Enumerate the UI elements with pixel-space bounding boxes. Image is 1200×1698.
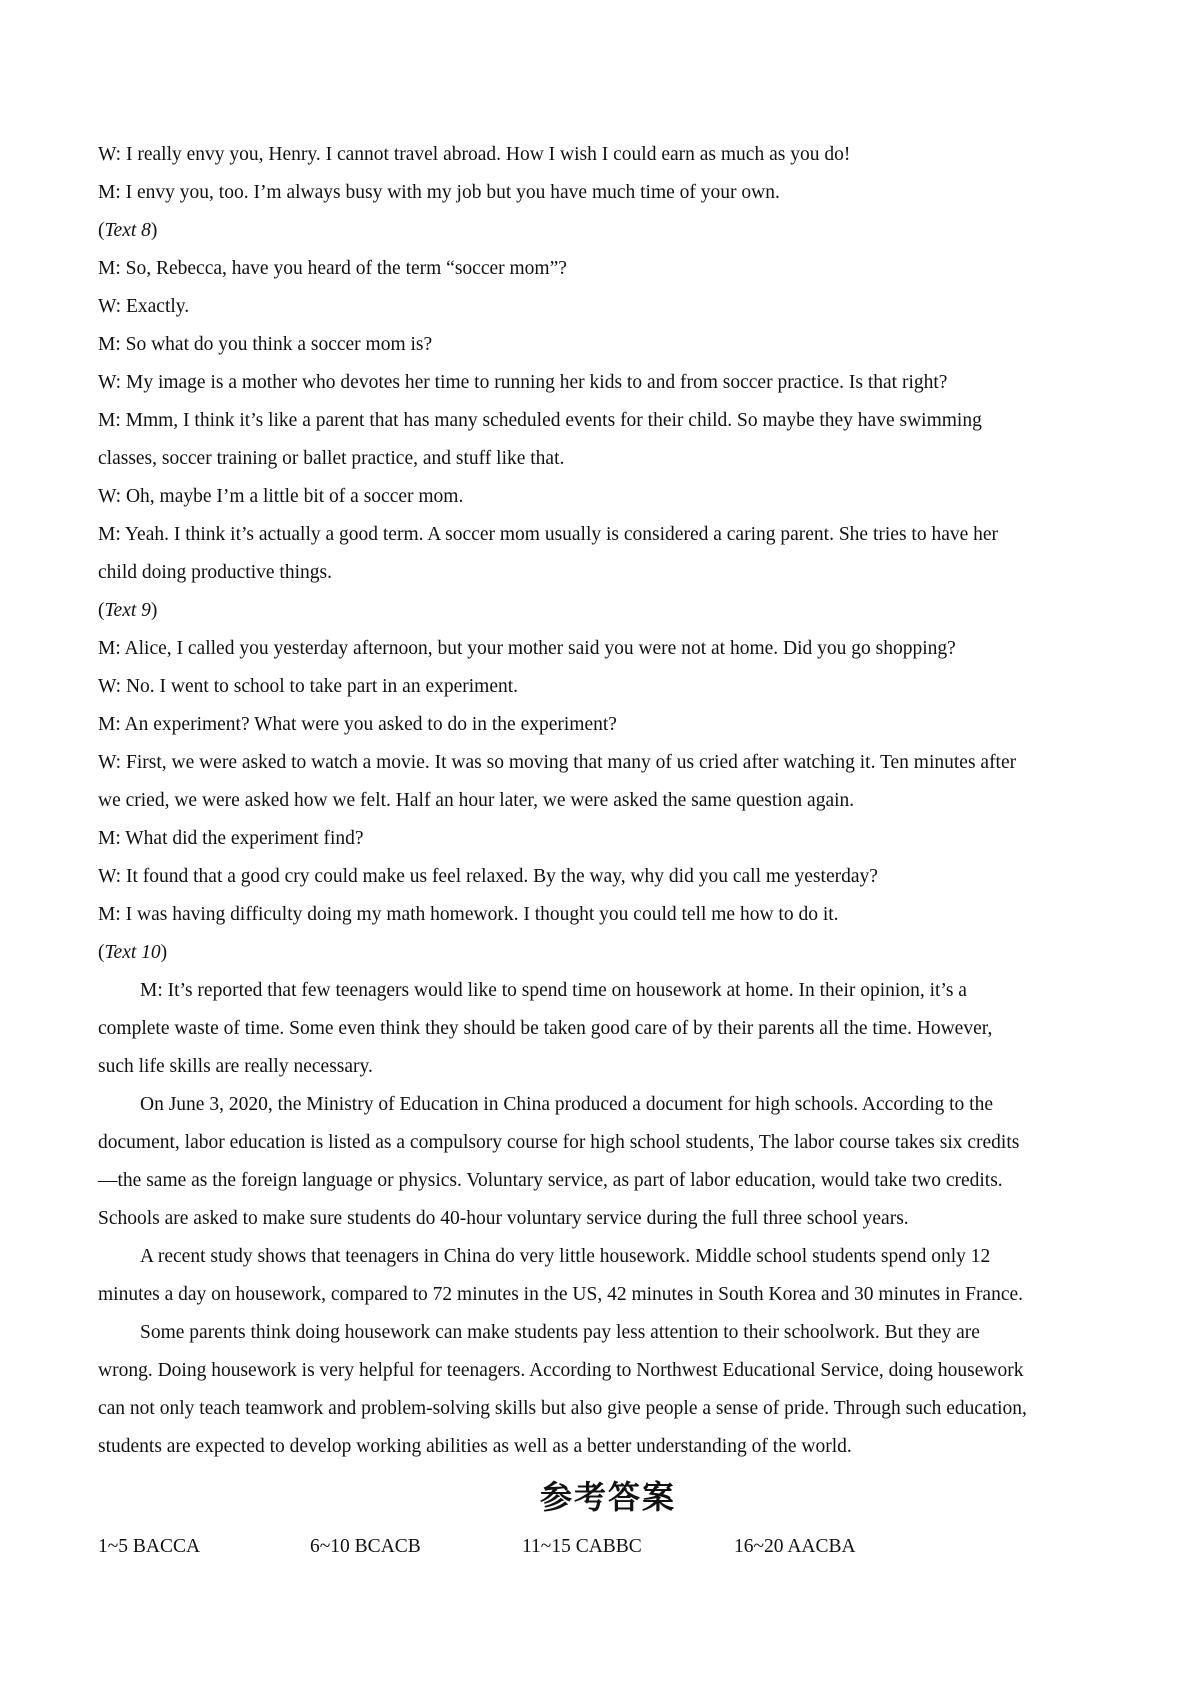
paragraph-line: Some parents think doing housework can make students pay less attention to their schoolwork. But they are bbox=[140, 1322, 980, 1343]
paragraph-line: minutes a day on housework, compared to 72 minutes in the US, 42 minutes in South Korea and 30 minutes in France. bbox=[98, 1284, 1024, 1305]
transcript-line: M: I was having difficulty doing my math homework. I thought you could tell me how to do it. bbox=[98, 904, 839, 925]
paragraph-line: On June 3, 2020, the Ministry of Education in China produced a document for high schools. According to the bbox=[140, 1094, 993, 1115]
answer-group: 6~10 BCACB bbox=[310, 1536, 421, 1557]
transcript-line: M: Yeah. I think it’s actually a good term. A soccer mom usually is considered a caring parent. She tries to have her bbox=[98, 524, 999, 545]
paragraph-line: document, labor education is listed as a compulsory course for high school students, The labor course takes six credits bbox=[98, 1132, 1020, 1153]
section-label-text10: (Text 10) bbox=[98, 942, 168, 963]
section-label-text: Text 10 bbox=[104, 942, 161, 963]
transcript-line: M: What did the experiment find? bbox=[98, 828, 364, 849]
transcript-line: we cried, we were asked how we felt. Half an hour later, we were asked the same question again. bbox=[98, 790, 855, 811]
transcript-line: W: Oh, maybe I’m a little bit of a soccer mom. bbox=[98, 486, 464, 507]
transcript-line: W: First, we were asked to watch a movie. It was so moving that many of us cried after watching it. Ten minutes after bbox=[98, 752, 1017, 773]
transcript-content bbox=[98, 136, 1118, 1566]
answer-key-heading: 参考答案 bbox=[539, 1478, 676, 1516]
paragraph bbox=[98, 1314, 1118, 1466]
transcript-line: M: I envy you, too. I’m always busy with my job but you have much time of your own. bbox=[98, 182, 780, 203]
transcript-line: M: Alice, I called you yesterday afternoon, but your mother said you were not at home. Did you go shopping? bbox=[98, 638, 956, 659]
transcript-line: M: So what do you think a soccer mom is? bbox=[98, 334, 433, 355]
paragraph bbox=[98, 972, 1118, 1086]
section-label-text: Text 8 bbox=[104, 220, 151, 241]
paragraph-line: students are expected to develop working abilities as well as a better understanding of the world. bbox=[98, 1436, 852, 1457]
paragraph-line: A recent study shows that teenagers in China do very little housework. Middle school students spend only 12 bbox=[140, 1246, 991, 1267]
answer-key-row bbox=[98, 1528, 1118, 1566]
paragraph-line: Schools are asked to make sure students do 40-hour voluntary service during the full three school years. bbox=[98, 1208, 909, 1229]
transcript-line: M: Mmm, I think it’s like a parent that has many scheduled events for their child. So maybe they have swimming bbox=[98, 410, 982, 431]
paragraph-line: M: It’s reported that few teenagers would like to spend time on housework at home. In their opinion, it’s a bbox=[140, 980, 967, 1001]
answer-group: 16~20 AACBA bbox=[734, 1536, 856, 1557]
transcript-line: W: It found that a good cry could make us feel relaxed. By the way, why did you call me yesterday? bbox=[98, 866, 878, 887]
paragraph-line: can not only teach teamwork and problem-solving skills but also give people a sense of pride. Through such education, bbox=[98, 1398, 1027, 1419]
section-label-text: Text 9 bbox=[104, 600, 151, 621]
paragraph-line: —the same as the foreign language or physics. Voluntary service, as part of labor education, would take two credits. bbox=[98, 1170, 1003, 1191]
paragraph-line: such life skills are really necessary. bbox=[98, 1056, 373, 1077]
paragraph-line: complete waste of time. Some even think they should be taken good care of by their parents all the time. However, bbox=[98, 1018, 993, 1039]
paragraph bbox=[98, 1238, 1118, 1314]
transcript-line: W: I really envy you, Henry. I cannot travel abroad. How I wish I could earn as much as you do! bbox=[98, 144, 851, 165]
paragraph-line: wrong. Doing housework is very helpful for teenagers. According to Northwest Educational Service, doing housework bbox=[98, 1360, 1024, 1381]
section-label-text9: (Text 9) bbox=[98, 600, 158, 621]
paragraph bbox=[98, 1086, 1118, 1238]
transcript-line: W: My image is a mother who devotes her time to running her kids to and from soccer practice. Is that right? bbox=[98, 372, 948, 393]
transcript-line: M: An experiment? What were you asked to do in the experiment? bbox=[98, 714, 617, 735]
transcript-line: W: Exactly. bbox=[98, 296, 190, 317]
answer-group: 11~15 CABBC bbox=[522, 1536, 642, 1557]
transcript-line: classes, soccer training or ballet practice, and stuff like that. bbox=[98, 448, 565, 469]
section-label-text8: (Text 8) bbox=[98, 220, 158, 241]
transcript-line: M: So, Rebecca, have you heard of the term “soccer mom”? bbox=[98, 258, 567, 279]
transcript-line: W: No. I went to school to take part in an experiment. bbox=[98, 676, 519, 697]
transcript-line: child doing productive things. bbox=[98, 562, 332, 583]
answer-group: 1~5 BACCA bbox=[98, 1536, 201, 1557]
